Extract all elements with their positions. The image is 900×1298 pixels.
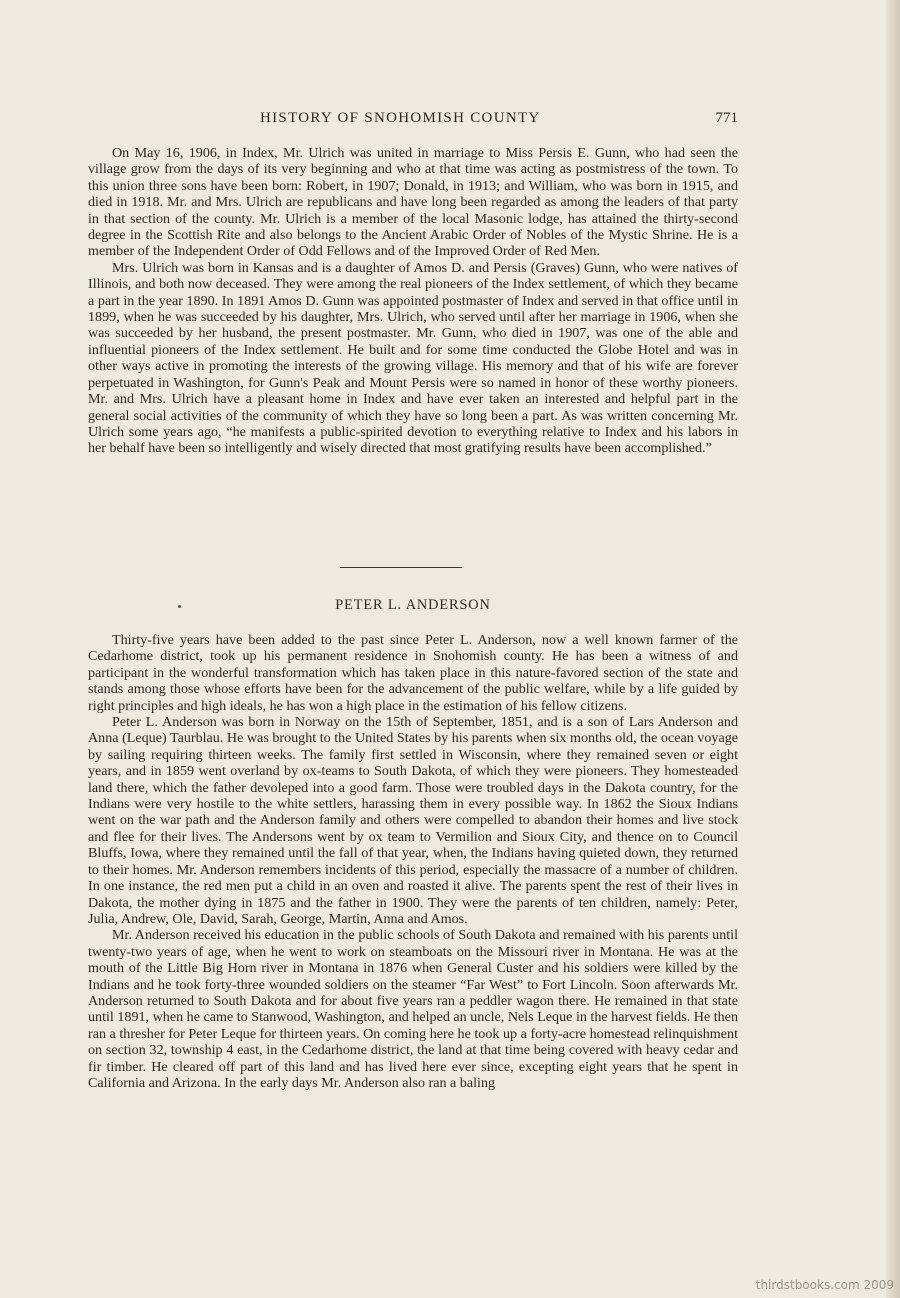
paragraph: On May 16, 1906, in Index, Mr. Ulrich was united in marriage to Miss Persis E. Gunn, who had seen the village grow from the days of its very beginning and who at that time was acting as postmistress of the town. To this union three sons have been born: Robert, in 1907; Donald, in 1913; and William, who was born in 1915, and died in 1918. Mr. and Mrs. Ulrich are republicans and have long been regarded as among the leaders of that party in that section of the county. Mr. Ulrich is a member of the local Masonic lodge, has attained the thirty-second degree in the Scottish Rite and also belongs to the Ancient Arabic Order of Nobles of the Mystic Shrine. He is a member of the Independent Order of Odd Fellows and of the Improved Order of Red Men. (88, 145, 738, 260)
anderson-article (88, 632, 738, 1091)
page-header (88, 110, 738, 132)
paragraph: Mr. Anderson received his education in the public schools of South Dakota and remained with his parents until twenty-two years of age, when he went to work on steamboats on the Missouri river in Montana. He was at the mouth of the Little Big Horn river in Montana in 1876 when General Custer and his soldiers were killed by the Indians and he took forty-three wounded soldiers on the steamer “Far West” to Fort Lincoln. Soon afterwards Mr. Anderson returned to South Dakota and for about five years ran a peddler wagon there. He remained in that state until 1891, when he came to Stanwood, Washington, and helped an uncle, Nels Leque in the harvest fields. He then ran a thresher for Peter Leque for thirteen years. On coming here he took up a forty-acre homestead relinquishment on section 32, township 4 east, in the Cedarhome district, the land at that time being covered with heavy cedar and fir timber. He cleared off part of this land and has lived here ever since, excepting eight years that he spent in California and Arizona. In the early days Mr. Anderson also ran a baling (88, 927, 738, 1091)
section-heading: PETER L. ANDERSON (335, 597, 491, 613)
paragraph: Thirty-five years have been added to the past since Peter L. Anderson, now a well known farmer of the Cedarhome district, took up his permanent residence in Snohomish county. He has been a witness of and participant in the wonderful transformation which has taken place in this nature-favored section of the state and stands among those whose efforts have been for the advancement of the public welfare, while by a life guided by right principles and high ideals, he has won a high place in the estimation of his fellow citizens. (88, 632, 738, 714)
watermark: thirdstbooks.com 2009 (755, 1278, 894, 1292)
paragraph: Mrs. Ulrich was born in Kansas and is a daughter of Amos D. and Persis (Graves) Gunn, who were natives of Illinois, and both now deceased. They were among the real pioneers of the Index settlement, of which they became a part in the year 1890. In 1891 Amos D. Gunn was appointed postmaster of Index and served in that office until in 1899, when he was succeeded by his daughter, Mrs. Ulrich, who served until after her marriage in 1906, when she was succeeded by her husband, the present postmaster. Mr. Gunn, who died in 1907, was one of the able and influential pioneers of the Index settlement. He built and for some time conducted the Globe Hotel and was in other ways active in promoting the interests of the growing village. His memory and that of his wife are forever perpetuated in Washington, for Gunn's Peak and Mount Persis were so named in honor of these worthy pioneers. Mr. and Mrs. Ulrich have a pleasant home in Index and have ever taken an interested and helpful part in the general social activities of the community of which they have so long been a part. As was written concerning Mr. Ulrich some years ago, “he manifests a public-spirited devotion to everything relative to Index and his labors in her behalf have been so intelligently and wisely directed that most gratifying results have been accomplished.” (88, 259, 738, 457)
ulrich-article (88, 145, 738, 457)
running-title: HISTORY OF SNOHOMISH COUNTY (260, 110, 541, 126)
section-divider (340, 567, 462, 568)
paragraph: Peter L. Anderson was born in Norway on the 15th of September, 1851, and is a son of Lars Anderson and Anna (Leque) Taurblau. He was brought to the United States by his parents when six months old, the ocean voyage by sailing requiring thirteen weeks. The family first settled in Wisconsin, where they remained seven or eight years, and in 1859 went overland by ox-teams to South Dakota, of which they were pioneers. They homesteaded land there, which the father devoleped into a good farm. Those were troubled days in the Dakota country, for the Indians were very hostile to the white settlers, harassing them in every possible way. In 1862 the Sioux Indians went on the war path and the Anderson family and others were compelled to abandon their homes and live stock and flee for their lives. The Andersons went by ox team to Vermilion and Sioux City, and thence on to Council Bluffs, Iowa, where they remained until the fall of that year, when, the Indians having quieted down, they returned to their homes. Mr. Anderson remembers incidents of this period, especially the massacre of a number of children. In one instance, the red men put a child in an oven and roasted it alive. The parents spent the rest of their lives in Dakota, the mother dying in 1875 and the father in 1900. They were the parents of ten children, namely: Peter, Julia, Andrew, Ole, David, Sarah, George, Martin, Anna and Amos. (88, 714, 738, 927)
page-edge (886, 0, 900, 1298)
page-number: 771 (715, 110, 738, 126)
